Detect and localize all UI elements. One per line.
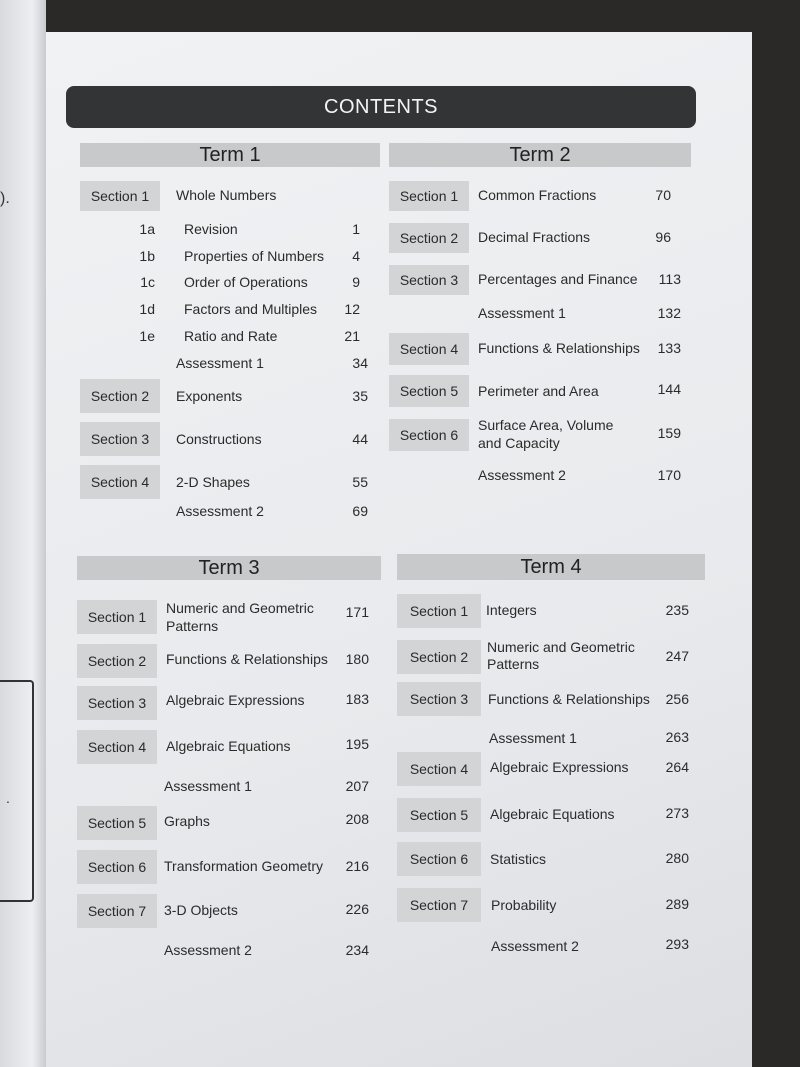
entry-title: Order of Operations — [184, 274, 308, 290]
term-2-heading: Term 2 — [389, 143, 691, 167]
entry-title-line-1: Numeric and Geometric — [166, 600, 314, 616]
page-number: 171 — [345, 604, 369, 620]
page-number: 1 — [352, 221, 360, 237]
entry-title: Assessment 2 — [491, 938, 579, 954]
entry-title: Percentages and Finance — [478, 271, 638, 287]
entry-title: Functions & Relationships — [488, 691, 650, 707]
page-number: 69 — [352, 503, 368, 519]
section-label: Section 7 — [397, 888, 481, 922]
entry-title: Assessment 2 — [164, 942, 252, 958]
page-number: 35 — [352, 388, 368, 404]
section-label: Section 5 — [77, 806, 157, 840]
page-number: 264 — [665, 759, 689, 775]
entry-title-line-2: Patterns — [166, 618, 219, 634]
page-number: 273 — [665, 805, 689, 821]
page-number: 44 — [352, 431, 368, 447]
page-number: 159 — [657, 425, 681, 441]
adjacent-page-text: ). — [0, 190, 10, 207]
subsection-number: 1c — [140, 274, 155, 290]
page-number: 96 — [655, 229, 671, 245]
page-number: 263 — [665, 729, 689, 745]
entry-title: Assessment 2 — [176, 503, 264, 519]
entry-title: Properties of Numbers — [184, 248, 325, 264]
section-label: Section 2 — [80, 379, 160, 413]
section-label: Section 6 — [397, 842, 481, 876]
contents-banner — [66, 86, 696, 128]
section-label: Section 1 — [77, 600, 157, 634]
section-label: Section 1 — [80, 181, 160, 211]
page-number: 207 — [345, 778, 369, 794]
entry-title: Assessment 1 — [164, 778, 252, 794]
page-number: 132 — [657, 305, 681, 321]
term-1-heading: Term 1 — [80, 143, 380, 167]
term-3-heading: Term 3 — [77, 556, 381, 580]
page-number: 9 — [352, 274, 360, 290]
contents-page — [46, 32, 752, 1067]
section-label: Section 4 — [80, 465, 160, 499]
section-label: Section 6 — [77, 850, 157, 884]
entry-title: Constructions — [176, 431, 262, 447]
adjacent-page-dot: . — [6, 790, 10, 806]
page-number: 4 — [352, 248, 360, 264]
page-number: 235 — [665, 602, 689, 618]
entry-title: Common Fractions — [478, 187, 597, 203]
entry-title: Graphs — [164, 813, 210, 829]
section-label: Section 2 — [397, 640, 481, 674]
subsection-number: 1d — [139, 301, 155, 317]
section-label: Section 2 — [77, 644, 157, 678]
subsection-number: 1e — [139, 328, 155, 344]
entry-title: Algebraic Expressions — [166, 692, 305, 708]
entry-title: Perimeter and Area — [478, 383, 599, 399]
entry-title: Algebraic Equations — [490, 806, 615, 822]
entry-title: Decimal Fractions — [478, 229, 591, 245]
page-number: 12 — [344, 301, 360, 317]
section-label: Section 3 — [80, 422, 160, 456]
section-label: Section 4 — [389, 333, 469, 365]
adjacent-page — [0, 0, 46, 1067]
entry-title: Assessment 1 — [478, 305, 566, 321]
page-number: 280 — [665, 850, 689, 866]
section-label: Section 3 — [77, 686, 157, 720]
page-number: 21 — [344, 328, 360, 344]
entry-title: Assessment 1 — [489, 730, 577, 746]
entry-title: 2-D Shapes — [176, 474, 250, 490]
page-number: 133 — [657, 340, 681, 356]
section-label: Section 1 — [397, 594, 481, 628]
page-number: 170 — [657, 467, 681, 483]
section-label: Section 5 — [397, 798, 481, 832]
entry-title: Exponents — [176, 388, 243, 404]
page-number: 226 — [345, 901, 369, 917]
page-number: 195 — [345, 736, 369, 752]
entry-title: Probability — [491, 897, 557, 913]
page-number: 144 — [657, 381, 681, 397]
page-number: 113 — [658, 271, 681, 287]
entry-title-line-2: and Capacity — [478, 435, 560, 451]
entry-title: Assessment 1 — [176, 355, 264, 371]
page-number: 183 — [345, 691, 369, 707]
entry-title-line-2: Patterns — [487, 656, 540, 672]
entry-title: Whole Numbers — [176, 187, 277, 203]
subsection-number: 1b — [139, 248, 155, 264]
page-number: 55 — [352, 474, 368, 490]
page-number: 180 — [345, 651, 369, 667]
page-number: 256 — [665, 691, 689, 707]
page-number: 247 — [665, 648, 689, 664]
entry-title: Algebraic Equations — [166, 738, 291, 754]
entry-title: Revision — [184, 221, 238, 237]
entry-title: Algebraic Expressions — [490, 759, 629, 775]
entry-title: Factors and Multiples — [184, 301, 318, 317]
entry-title: 3-D Objects — [164, 902, 238, 918]
section-label: Section 1 — [389, 181, 469, 211]
contents-heading: CONTENTS — [324, 95, 438, 118]
section-label: Section 3 — [389, 265, 469, 295]
section-label: Section 2 — [389, 223, 469, 253]
term-2-block — [389, 143, 691, 483]
term-4-heading: Term 4 — [397, 554, 705, 580]
entry-title: Functions & Relationships — [478, 340, 640, 356]
term-4-block — [397, 554, 705, 954]
entry-title: Integers — [486, 602, 537, 618]
section-label: Section 6 — [389, 419, 469, 451]
term-1-block — [80, 143, 380, 523]
section-label: Section 4 — [77, 730, 157, 764]
section-label: Section 5 — [389, 375, 469, 407]
subsection-number: 1a — [139, 221, 155, 237]
term-3-block — [77, 556, 381, 956]
section-label: Section 3 — [397, 682, 481, 716]
entry-title: Assessment 2 — [478, 467, 566, 483]
page-number: 234 — [345, 942, 369, 958]
page-number: 34 — [352, 355, 368, 371]
entry-title-line-1: Surface Area, Volume — [478, 417, 614, 433]
entry-title: Functions & Relationships — [166, 651, 328, 667]
entry-title: Ratio and Rate — [184, 328, 278, 344]
entry-title: Statistics — [490, 851, 547, 867]
section-label: Section 4 — [397, 752, 481, 786]
entry-title-line-1: Numeric and Geometric — [487, 639, 635, 655]
page-number: 208 — [345, 811, 369, 827]
section-label: Section 7 — [77, 894, 157, 928]
page-number: 216 — [345, 858, 369, 874]
page-number: 70 — [655, 187, 671, 203]
entry-title: Transformation Geometry — [164, 858, 323, 874]
page-number: 289 — [665, 896, 689, 912]
page-number: 293 — [665, 936, 689, 952]
